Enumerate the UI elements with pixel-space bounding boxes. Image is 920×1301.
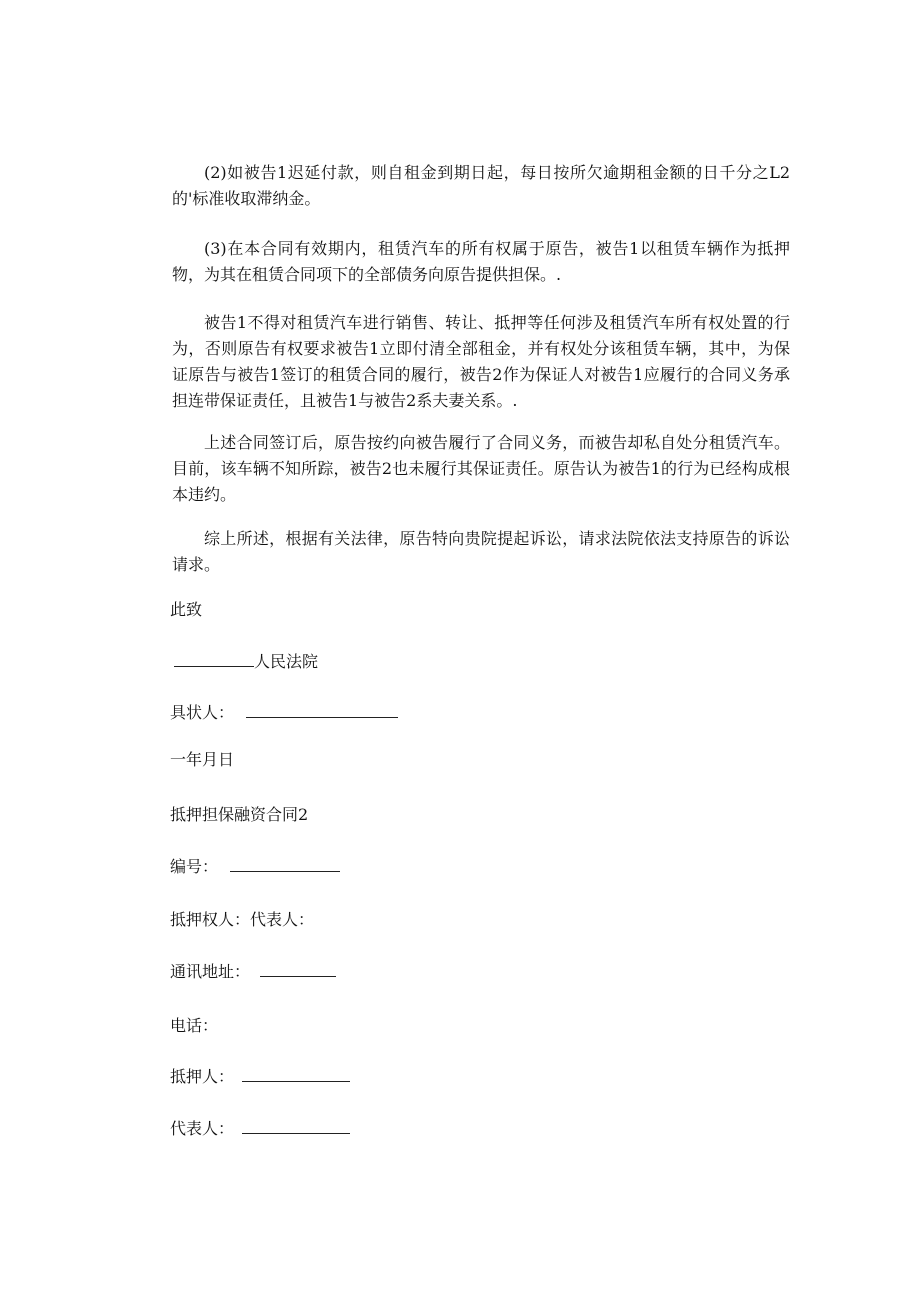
address-line xyxy=(170,959,336,985)
address-blank xyxy=(260,959,336,977)
mortgagor-line xyxy=(170,1064,350,1090)
paragraph-guarantee: 被告1不得对租赁汽车进行销售、转让、抵押等任何涉及租赁汽车所有权处置的行为，否则原告有权要求被告1立即付清全部租金，并有权处分该租赁车辆，其中，为保证原告与被告1签订的租赁合同的履行，被告2作为保证人对被告1应履行的合同义务承担连带保证责任，且被告1与被告2系夫妻关系。. xyxy=(172,313,790,410)
paragraph-conclusion: 综上所述，根据有关法律，原告特向贵院提起诉讼，请求法院依法支持原告的诉讼请求。 xyxy=(172,529,790,574)
number-blank xyxy=(230,854,340,872)
mortgagee-line: 抵押权人：代表人： xyxy=(170,910,315,929)
paragraph-ownership-mortgage: (3)在本合同有效期内，租赁汽车的所有权属于原告，被告1以租赁车辆作为抵押物，为其在租赁合同项下的全部债务向原告提供担保。. xyxy=(172,239,790,284)
mortgagor-label: 抵押人： xyxy=(170,1067,235,1086)
address-label: 通讯地址： xyxy=(170,962,251,981)
court-name-blank xyxy=(174,649,254,667)
paragraph-breach: 上述合同签订后，原告按约向被告履行了合同义务，而被告却私自处分租赁汽车。目前，该车辆不知所踪，被告2也未履行其保证责任。原告认为被告1的行为已经构成根本违约。 xyxy=(172,433,790,504)
court-suffix: 人民法院 xyxy=(254,652,319,671)
salutation: 此致 xyxy=(170,600,203,619)
date-line: 一年月日 xyxy=(170,750,235,769)
representative-label: 代表人： xyxy=(170,1119,235,1138)
representative-blank xyxy=(242,1116,350,1134)
court-line xyxy=(170,649,318,675)
mortgagor-blank xyxy=(242,1064,350,1082)
plaintiff-label: 具状人： xyxy=(170,703,235,722)
number-label: 编号： xyxy=(170,857,219,876)
plaintiff-line xyxy=(170,700,398,726)
representative-line xyxy=(170,1116,350,1142)
contract2-title: 抵押担保融资合同2 xyxy=(170,805,309,824)
phone-line: 电话： xyxy=(170,1016,219,1035)
number-line xyxy=(170,854,340,880)
plaintiff-signature-blank xyxy=(246,700,398,718)
paragraph-late-payment: (2)如被告1迟延付款，则自租金到期日起，每日按所欠逾期租金额的日千分之L2的'标准收取滞纳金。 xyxy=(172,163,790,208)
